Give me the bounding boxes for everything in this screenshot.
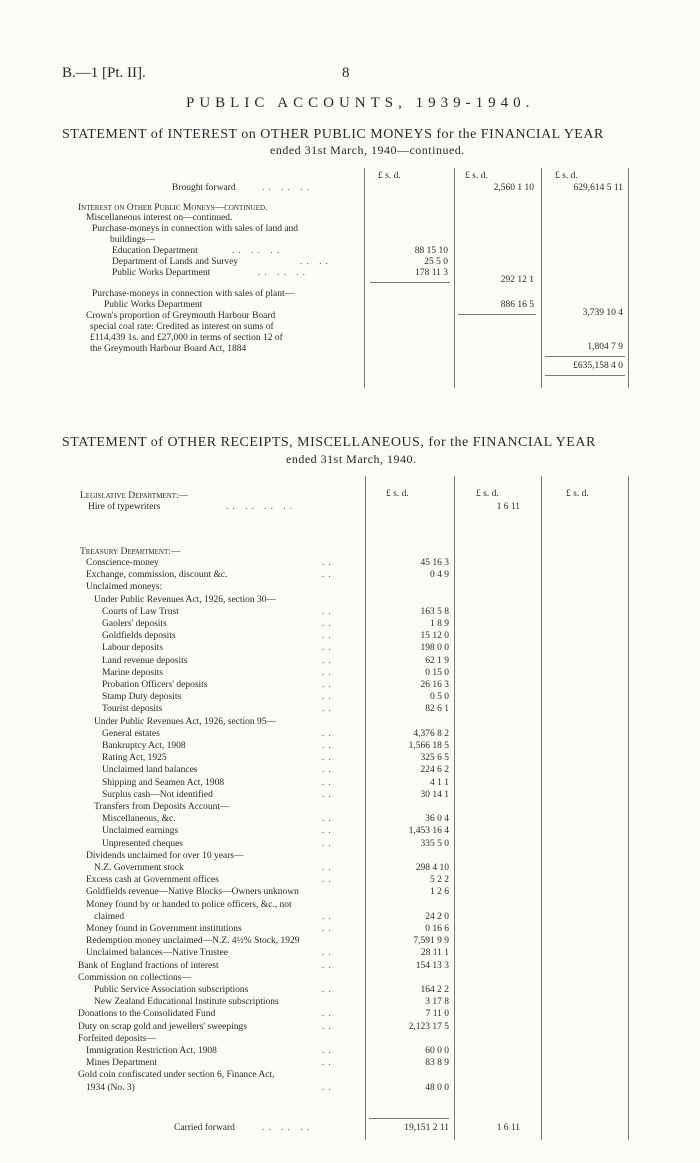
leader-dots: .. xyxy=(322,789,335,800)
grand-total-value: £635,158 4 0 xyxy=(573,361,623,371)
interest-section-heading: Interest on Other Public Moneys—continued. xyxy=(78,203,268,213)
interest-title: STATEMENT of INTEREST on OTHER PUBLIC MONEYS for the FINANCIAL YEAR xyxy=(62,127,604,142)
subtotal-rule xyxy=(370,282,450,283)
receipt-row-label: Courts of Law Trust xyxy=(102,606,179,617)
legislative-heading: Legislative Department:— xyxy=(80,491,189,501)
col-rule-2 xyxy=(454,476,455,1140)
receipts-subtitle: ended 31st March, 1940. xyxy=(286,452,417,466)
receipt-row-label: N.Z. Government stock xyxy=(94,863,184,873)
currency-header-3: £ s. d. xyxy=(566,489,589,499)
receipt-row-label: Tourist deposits xyxy=(102,704,163,715)
leader-dots: .. xyxy=(322,924,335,934)
receipt-row-value: 83 8 9 xyxy=(425,1058,449,1069)
receipt-row-value: 0 4 9 xyxy=(430,570,449,581)
receipt-row-value: 28 11 1 xyxy=(420,948,449,959)
receipt-row-value: 5 2 2 xyxy=(430,875,449,886)
subtotal-value: 292 12 1 xyxy=(500,275,534,285)
crown-proportion-value: 1,804 7 9 xyxy=(587,342,623,352)
crown-proportion-label-3: £114,439 1s. and £27,000 in terms of section 12 of xyxy=(90,333,283,343)
col-rule-3 xyxy=(541,476,542,1140)
leader-dots: .. .. .. .. xyxy=(226,502,297,512)
plant-public-works-label: Public Works Department xyxy=(104,300,203,310)
receipt-row-value: 45 16 3 xyxy=(420,558,449,568)
page-reference: B.—1 [Pt. II]. xyxy=(62,65,146,81)
receipt-row-label: Stamp Duty deposits xyxy=(102,692,182,703)
receipt-row-value: 36 0 4 xyxy=(425,814,449,825)
receipt-row-value: 335 5 0 xyxy=(420,838,449,849)
leader-dots: .. xyxy=(322,643,335,654)
receipt-row-label: Rating Act, 1925 xyxy=(102,753,167,764)
receipt-row-label: Miscellaneous, &c. xyxy=(102,814,176,825)
leader-dots: .. .. .. xyxy=(258,268,309,278)
receipt-row-label: Probation Officers' deposits xyxy=(102,680,208,690)
receipt-row-value: 154 13 3 xyxy=(415,960,449,971)
purchase-moneys-land-label-2: buildings— xyxy=(110,235,155,245)
receipt-row-label: Dividends unclaimed for over 10 years— xyxy=(86,850,244,861)
receipt-row-label: Unclaimed land balances xyxy=(102,765,198,776)
leader-dots: .. xyxy=(322,777,335,788)
receipt-row-label: Money found in Government institutions xyxy=(86,924,242,934)
receipt-row-label: Immigration Restriction Act, 1908 xyxy=(86,1046,217,1056)
receipt-row-label: Duty on scrap gold and jewellers' sweepings xyxy=(78,1021,247,1032)
leader-dots: .. xyxy=(322,911,335,922)
receipt-row-label: Gaolers' deposits xyxy=(102,619,167,629)
purchase-moneys-plant-label: Purchase-moneys in connection with sales of plant— xyxy=(92,289,295,299)
receipt-row-value: 163 5 8 xyxy=(420,606,449,617)
leader-dots: .. .. .. xyxy=(262,1123,313,1133)
currency-header-2: £ s. d. xyxy=(476,489,499,499)
lands-survey-value: 25 5 0 xyxy=(424,257,448,267)
receipt-row-label: Goldfields revenue—Native Blocks—Owners unknown xyxy=(86,887,299,898)
receipt-row-value: 1,566 18 5 xyxy=(408,741,449,751)
receipt-row-value: 3 17 8 xyxy=(425,997,449,1008)
receipt-row-value: 1 8 9 xyxy=(430,619,449,629)
leader-dots: .. xyxy=(322,704,335,715)
grand-total-rule xyxy=(545,356,625,357)
receipt-row-label: Money found by or handed to police officers, &c., not xyxy=(86,899,292,910)
receipt-row-label: Gold coin confiscated under section 6, Finance Act, xyxy=(78,1070,275,1081)
receipt-row-value: 62 1 9 xyxy=(425,655,449,666)
purchase-moneys-land-label: Purchase-moneys in connection with sales of land and xyxy=(92,224,299,234)
receipt-row-value: 164 2 2 xyxy=(420,985,449,995)
crown-proportion-label: Crown's proportion of Greymouth Harbour Board xyxy=(86,311,276,321)
receipt-row-value: 0 16 6 xyxy=(425,924,449,934)
receipt-row-value: 26 16 3 xyxy=(420,680,449,690)
receipt-row-value: 2,123 17 5 xyxy=(408,1021,449,1032)
receipt-row-value: 0 15 0 xyxy=(425,667,449,678)
receipt-row-value: 325 6 5 xyxy=(420,753,449,764)
education-dept-value: 88 15 10 xyxy=(414,246,448,256)
leader-dots: .. xyxy=(322,680,335,690)
receipt-row-value: 0 5 0 xyxy=(430,692,449,703)
receipt-row-value: 298 4 10 xyxy=(415,863,449,873)
brought-forward-col2: 2,560 1 10 xyxy=(493,183,534,193)
leader-dots: .. xyxy=(322,655,335,666)
receipt-row-label: Transfers from Deposits Account— xyxy=(94,802,230,812)
carried-forward-value-2: 1 6 11 xyxy=(496,1123,520,1133)
receipt-row-label: Donations to the Consolidated Fund xyxy=(78,1009,216,1020)
leader-dots: .. xyxy=(322,875,335,886)
receipt-row-value: 30 14 1 xyxy=(420,789,449,800)
receipt-row-label: General estates xyxy=(102,728,160,739)
leader-dots: .. xyxy=(322,863,335,873)
typewriters-value: 1 6 11 xyxy=(496,502,520,512)
treasury-heading: Treasury Department:— xyxy=(80,547,181,557)
receipt-row-label: Public Service Association subscriptions xyxy=(94,985,249,995)
receipt-row-label: Unclaimed moneys: xyxy=(86,582,163,593)
lands-survey-label: Department of Lands and Survey xyxy=(112,257,239,267)
misc-interest-label: Miscellaneous interest on—continued. xyxy=(86,213,233,223)
receipt-row-label: Labour deposits xyxy=(102,643,163,654)
receipt-row-value: 7,591 9 9 xyxy=(413,936,449,947)
receipt-row-value: 24 2 0 xyxy=(425,911,449,922)
leader-dots: .. xyxy=(322,1021,335,1032)
total-rule xyxy=(458,314,536,315)
receipt-row-label: Unpresented cheques xyxy=(102,838,183,849)
receipt-row-value: 1,453 16 4 xyxy=(408,826,449,837)
leader-dots: .. xyxy=(322,1082,335,1093)
receipt-row-value: 7 11 0 xyxy=(425,1009,449,1020)
brought-forward-col3: 629,614 5 11 xyxy=(573,183,623,193)
receipt-row-label: Forfeited deposits— xyxy=(78,1033,156,1044)
receipt-row-label: Marine deposits xyxy=(102,667,163,678)
leader-dots: .. .. xyxy=(300,257,332,267)
receipt-row-label: Redemption money unclaimed—N.Z. 4½% Stock, 1929 xyxy=(86,936,300,947)
carried-forward-value-1: 19,151 2 11 xyxy=(404,1123,449,1133)
leader-dots: .. xyxy=(322,606,335,617)
leader-dots: .. .. .. xyxy=(262,183,313,193)
receipt-row-label: Under Public Revenues Act, 1926, section 30— xyxy=(94,594,277,605)
total-value: 3,739 10 4 xyxy=(582,308,623,318)
leader-dots: .. xyxy=(322,741,335,751)
crown-proportion-label-4: the Greymouth Harbour Board Act, 1884 xyxy=(90,344,247,354)
leader-dots: .. xyxy=(322,814,335,825)
receipt-row-label: Unclaimed balances—Native Trustee xyxy=(86,948,228,959)
receipt-row-label: Exchange, commission, discount &c. xyxy=(86,570,228,581)
receipt-row-label: Under Public Revenues Act, 1926, section 95— xyxy=(94,716,277,727)
education-dept-label: Education Department xyxy=(112,246,198,256)
page-title: PUBLIC ACCOUNTS, 1939-1940. xyxy=(186,95,535,111)
leader-dots: .. xyxy=(322,948,335,959)
plant-public-works-value: 886 16 5 xyxy=(500,300,534,310)
leader-dots: .. xyxy=(322,765,335,776)
currency-header-1: £ s. d. xyxy=(378,171,401,181)
receipt-row-label: Bankruptcy Act, 1908 xyxy=(102,741,186,751)
currency-header-1: £ s. d. xyxy=(386,489,409,499)
leader-dots: .. xyxy=(322,692,335,703)
leader-dots: .. xyxy=(322,667,335,678)
col-rule-4 xyxy=(628,168,629,388)
carried-rule xyxy=(369,1118,449,1119)
leader-dots: .. .. .. xyxy=(232,246,283,256)
receipt-row-value: 82 6 1 xyxy=(425,704,449,715)
receipt-row-label: Excess cash at Government offices xyxy=(86,875,219,886)
leader-dots: .. xyxy=(322,1046,335,1056)
leader-dots: .. xyxy=(322,960,335,971)
receipt-row-label: Surplus cash—Not identified xyxy=(102,789,213,800)
receipt-row-value: 198 0 0 xyxy=(420,643,449,654)
leader-dots: .. xyxy=(322,619,335,629)
receipt-row-value: 1 2 6 xyxy=(430,887,449,898)
currency-header-3: £ s. d. xyxy=(555,171,578,181)
receipt-row-label: Shipping and Seamen Act, 1908 xyxy=(102,777,225,788)
receipt-row-label: Goldfields deposits xyxy=(102,631,176,642)
leader-dots: .. xyxy=(322,985,335,995)
public-works-label: Public Works Department xyxy=(112,268,211,278)
public-works-value: 178 11 3 xyxy=(415,268,448,278)
receipt-row-value: 224 6 2 xyxy=(420,765,449,776)
brought-forward-label: Brought forward xyxy=(172,183,236,193)
interest-subtitle: ended 31st March, 1940—continued. xyxy=(270,143,465,157)
receipt-row-label: Conscience-money xyxy=(86,558,159,568)
leader-dots: .. xyxy=(322,753,335,764)
receipt-row-label: Mines Department xyxy=(86,1058,157,1069)
receipt-row-value: 15 12 0 xyxy=(420,631,449,642)
col-rule-4 xyxy=(628,476,629,1140)
typewriters-label: Hire of typewriters xyxy=(88,502,161,512)
receipt-row-label: Bank of England fractions of interest xyxy=(78,960,219,971)
page-number: 8 xyxy=(342,65,350,81)
carried-forward-label: Carried forward xyxy=(174,1123,235,1133)
leader-dots: .. xyxy=(322,1058,335,1069)
leader-dots: .. xyxy=(322,826,335,837)
receipt-row-value: 4 1 1 xyxy=(430,777,449,788)
leader-dots: .. xyxy=(322,631,335,642)
receipt-row-label: 1934 (No. 3) xyxy=(86,1082,135,1093)
leader-dots: .. xyxy=(322,728,335,739)
receipt-row-label: claimed xyxy=(94,911,125,922)
receipt-row-value: 4,376 8 2 xyxy=(413,728,449,739)
receipt-row-value: 60 0 0 xyxy=(425,1046,449,1056)
receipt-row-label: Land revenue deposits xyxy=(102,655,188,666)
receipt-row-value: 48 0 0 xyxy=(425,1082,449,1093)
currency-header-2: £ s. d. xyxy=(465,171,488,181)
grand-total-underline xyxy=(545,375,625,376)
leader-dots: .. xyxy=(322,558,335,568)
crown-proportion-label-2: special coal rate: Credited as interest on sums of xyxy=(90,322,274,332)
leader-dots: .. xyxy=(322,570,335,581)
receipt-row-label: New Zealand Educational Institute subscriptions xyxy=(94,997,279,1008)
receipt-row-label: Unclaimed earnings xyxy=(102,826,179,837)
leader-dots: .. xyxy=(322,1009,335,1020)
receipts-title: STATEMENT of OTHER RECEIPTS, MISCELLANEOUS, for the FINANCIAL YEAR xyxy=(62,435,596,450)
col-rule-3 xyxy=(541,168,542,388)
leader-dots: .. xyxy=(322,838,335,849)
receipt-row-label: Commission on collections— xyxy=(78,972,191,983)
